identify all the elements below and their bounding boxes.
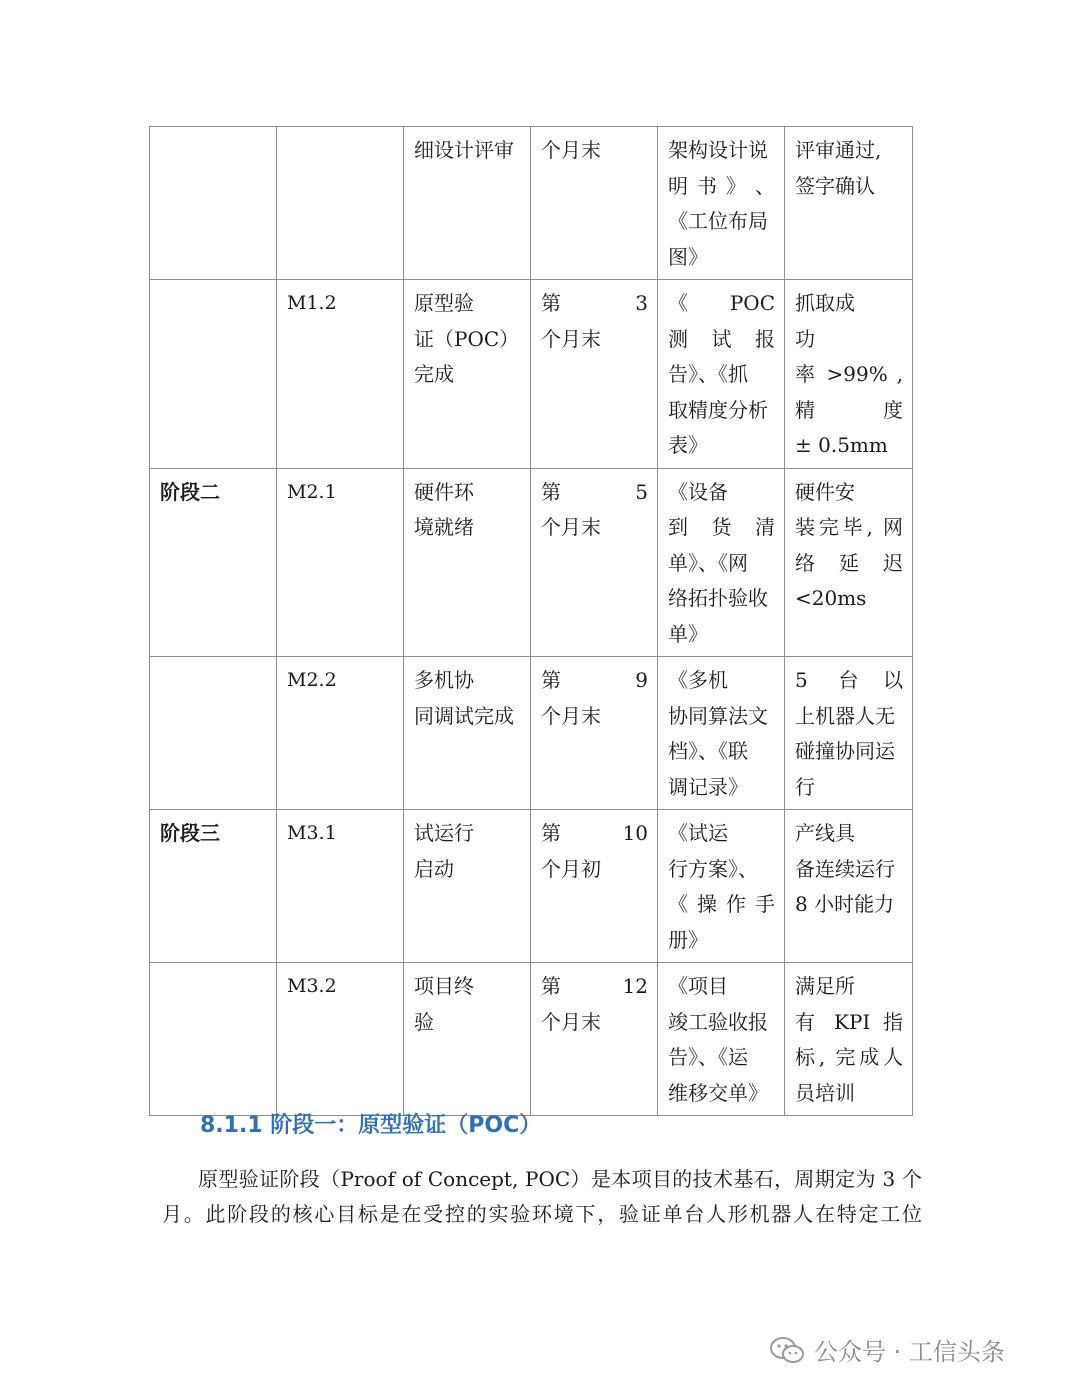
cell-line: 功 (795, 326, 815, 351)
cell-criteria (785, 657, 913, 810)
cell-line: 8 小时能力 (795, 892, 895, 916)
cell-line: 个月末 (541, 326, 601, 351)
cell-line: 行方案》、 (668, 856, 758, 881)
cell-time (531, 963, 658, 1116)
cell-time (531, 280, 658, 469)
cell-milestone (404, 468, 531, 657)
cell-code: M3.1 (277, 810, 404, 963)
cell-line: 到 货 清 (668, 515, 775, 539)
cell-line: 取精度分析 (668, 397, 768, 422)
cell-line: 《试运 (668, 821, 728, 845)
cell-line: 《多机 (668, 668, 728, 692)
cell-time (531, 810, 658, 963)
cell-phase (150, 280, 277, 469)
cell-line: 档》、《联 (668, 739, 748, 763)
cell-line: 产线具 (795, 821, 855, 845)
cell-line: 络拓扑验收 (668, 586, 768, 610)
wechat-icon (770, 1336, 804, 1364)
cell-code (277, 127, 404, 280)
cell-deliverable (658, 963, 785, 1116)
cell-line: 启动 (414, 856, 454, 881)
cell-line: 个月初 (541, 856, 601, 881)
cell-line: 单》、《网 (668, 550, 748, 575)
cell-line: 装完毕, 网 (795, 515, 903, 539)
cell-milestone (404, 127, 531, 280)
cell-line: 有 KPI 指 (795, 1009, 903, 1034)
cell-phase (150, 963, 277, 1116)
cell-line: 抓取成 (795, 291, 855, 315)
watermark-text: 公众号 · 工信头条 (814, 1338, 1005, 1366)
cell-line: 册》 (668, 927, 708, 952)
cell-line: 《项目 (668, 974, 728, 998)
cell-line: 表》 (668, 433, 708, 457)
table-row (150, 468, 913, 657)
cell-time (531, 127, 658, 280)
cell-line: 备连续运行 (795, 856, 895, 881)
cell-line: 满足所 (795, 974, 855, 998)
cell-line: 《设备 (668, 479, 728, 504)
cell-line: 多机协 (414, 668, 474, 692)
cell-phase: 阶段三 (150, 810, 277, 963)
cell-line: 络 延 迟 (795, 550, 903, 575)
cell-line: 第 5 (541, 479, 648, 504)
body-paragraph (162, 1162, 922, 1232)
cell-code: M2.2 (277, 657, 404, 810)
cell-line: 《工位布局 (668, 209, 768, 233)
milestone-table-body (150, 127, 913, 1116)
cell-line: 率 >99% , (795, 362, 903, 386)
paragraph-line: 月。此阶段的核心目标是在受控的实验环境下，验证单台人形机器人在特定工位 (162, 1202, 922, 1226)
cell-deliverable (658, 810, 785, 963)
cell-line: 单》 (668, 621, 708, 646)
cell-line: 评审通过, (795, 138, 882, 162)
cell-time (531, 657, 658, 810)
cell-line: 证（POC） (414, 326, 520, 351)
cell-line: 试运行 (414, 821, 474, 845)
cell-criteria (785, 468, 913, 657)
cell-line: 完成 (414, 362, 454, 386)
cell-line: 第 3 (541, 291, 648, 315)
paragraph-line: 原型验证阶段（Proof of Concept, POC）是本项目的技术基石，周期定为 3 个 (198, 1167, 922, 1191)
cell-line: 第 10 (541, 821, 648, 845)
cell-line: 原型验 (414, 291, 474, 315)
cell-deliverable (658, 127, 785, 280)
cell-line: 个月末 (541, 515, 601, 539)
cell-line: 第 12 (541, 974, 648, 998)
cell-line: 告》、《运 (668, 1045, 748, 1069)
cell-line: 项目终 (414, 974, 474, 998)
cell-line: 员培训 (795, 1080, 855, 1105)
watermark (770, 1332, 1005, 1367)
cell-line: 碰撞协同运 (795, 739, 895, 763)
milestone-table (149, 126, 913, 1116)
cell-line: 验 (414, 1009, 434, 1034)
cell-code: M1.2 (277, 280, 404, 469)
cell-deliverable (658, 657, 785, 810)
section-heading: 8.1.1 阶段一：原型验证（POC） (200, 1113, 542, 1138)
table-row (150, 280, 913, 469)
cell-time (531, 468, 658, 657)
cell-line: 《 操 作 手 (668, 892, 775, 916)
cell-line: 调记录》 (668, 774, 748, 799)
cell-phase: 阶段二 (150, 468, 277, 657)
cell-criteria (785, 280, 913, 469)
cell-milestone (404, 963, 531, 1116)
cell-line: 告》、《抓 (668, 362, 748, 386)
cell-code: M3.2 (277, 963, 404, 1116)
cell-milestone (404, 810, 531, 963)
cell-phase (150, 127, 277, 280)
cell-line: 竣工验收报 (668, 1009, 768, 1034)
cell-line: 个月末 (541, 703, 601, 728)
table-row (150, 657, 913, 810)
table-row (150, 810, 913, 963)
cell-criteria (785, 127, 913, 280)
cell-line: 明 书 》 、 (668, 173, 775, 198)
cell-line: 协同算法文 (668, 703, 768, 728)
cell-line: 维移交单》 (668, 1080, 768, 1105)
cell-line: 图》 (668, 244, 708, 269)
cell-line: 个月末 (541, 138, 601, 162)
cell-milestone (404, 657, 531, 810)
cell-line: 5 台以 (795, 668, 903, 692)
cell-line: 个月末 (541, 1009, 601, 1034)
cell-line: 测 试 报 (668, 326, 775, 351)
cell-line: 细设计评审 (414, 138, 514, 162)
cell-criteria (785, 810, 913, 963)
table-row (150, 127, 913, 280)
cell-line: 行 (795, 774, 815, 799)
cell-deliverable (658, 468, 785, 657)
table-row (150, 963, 913, 1116)
cell-line: ± 0.5mm (795, 433, 888, 457)
cell-line: 硬件环 (414, 479, 474, 504)
cell-line: 同调试完成 (414, 703, 514, 728)
cell-line: 标, 完成人 (795, 1045, 903, 1069)
cell-line: 架构设计说 (668, 138, 768, 162)
cell-line: 《 POC (668, 291, 775, 315)
cell-line: <20ms (795, 586, 867, 610)
cell-line: 硬件安 (795, 479, 855, 504)
cell-code: M2.1 (277, 468, 404, 657)
cell-line: 上机器人无 (795, 703, 895, 728)
cell-line: 签字确认 (795, 173, 875, 198)
cell-line: 境就绪 (414, 515, 474, 539)
cell-criteria (785, 963, 913, 1116)
cell-phase (150, 657, 277, 810)
cell-line: 精 度 (795, 397, 903, 422)
cell-line: 第 9 (541, 668, 648, 692)
cell-deliverable (658, 280, 785, 469)
cell-milestone (404, 280, 531, 469)
